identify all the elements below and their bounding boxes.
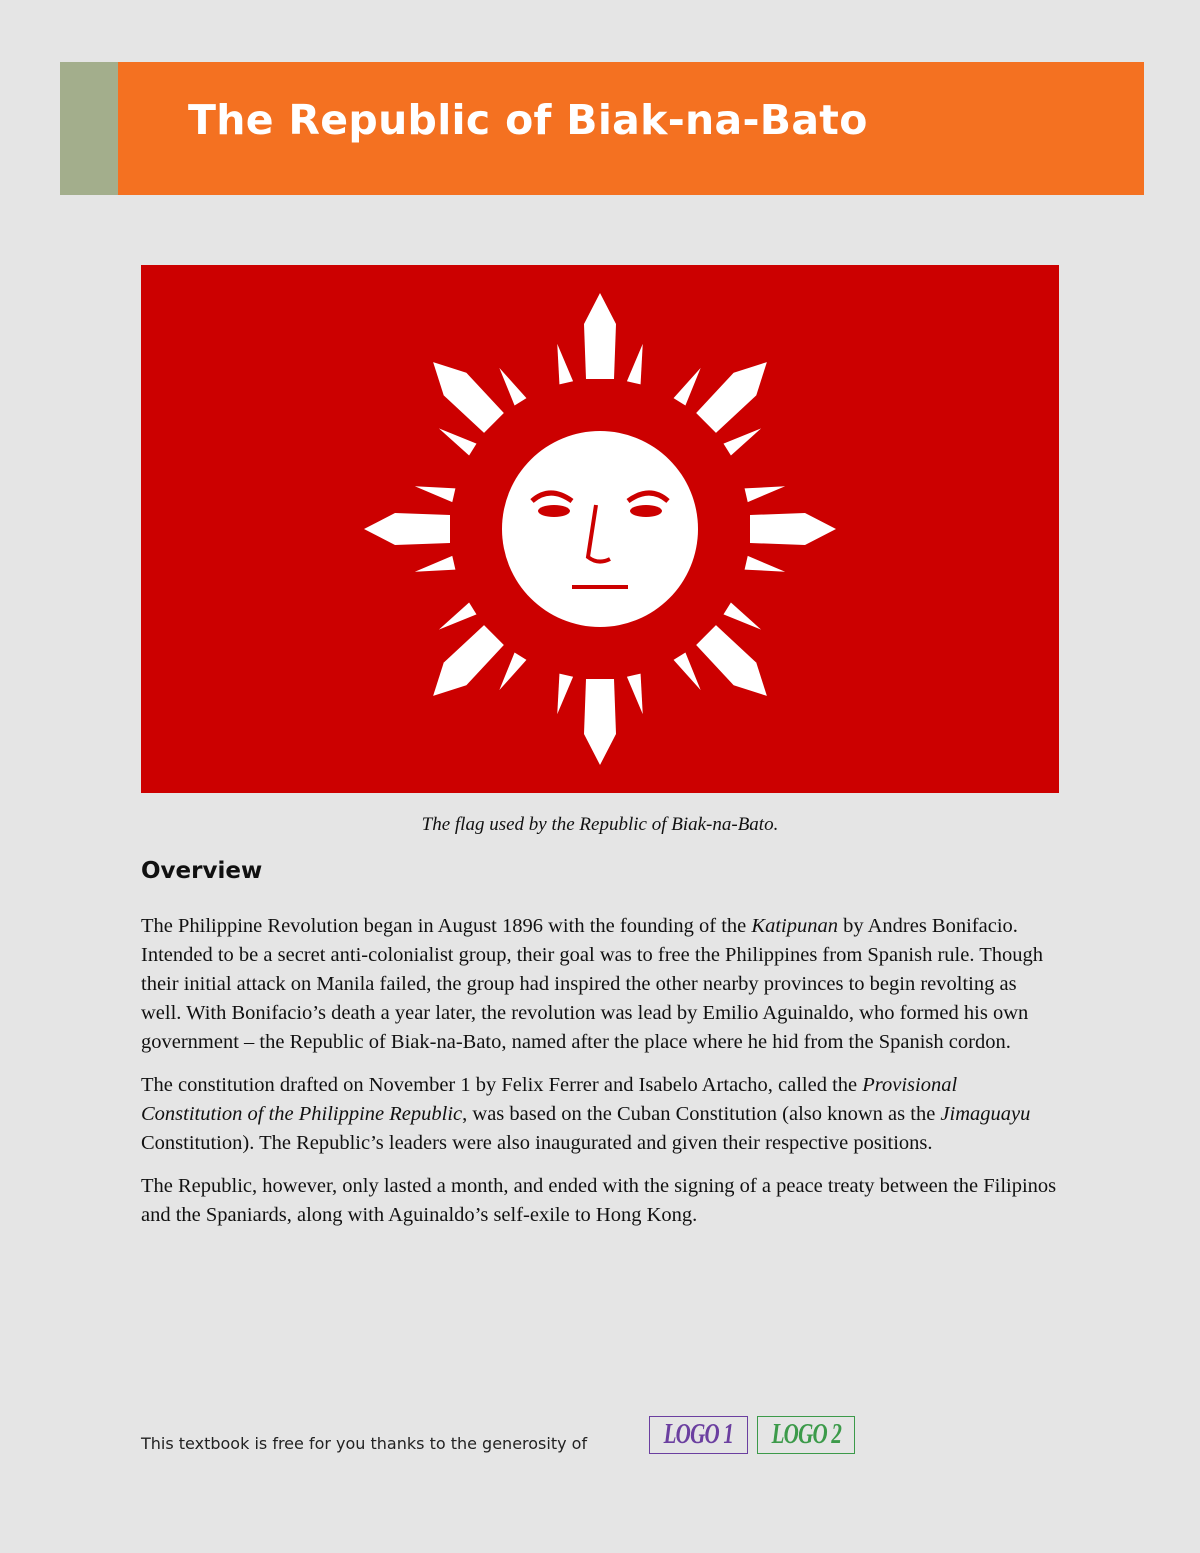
- sponsor-logo-1-label: LOGO 1: [663, 1419, 734, 1450]
- sponsor-logo-2[interactable]: [757, 1416, 855, 1454]
- paragraph-3: The Republic, however, only lasted a month, and ended with the signing of a peace treaty between the Filipinos and the Spaniards, along with Aguinaldo’s self-exile to Hong Kong.: [141, 1175, 1057, 1226]
- paragraph-2: The constitution drafted on November 1 by Felix Ferrer and Isabelo Artacho, called the Provisional Constitution of the Philippine Republic, was based on the Cuban Constitution (also known as the Jimaguayu Constitution). The Republic’s leaders were also inaugurated and given their respective positions.: [141, 1074, 1031, 1154]
- paragraph-1: The Philippine Revolution began in August 1896 with the founding of the Katipunan by Andres Bonifacio. Intended to be a secret anti-colonialist group, their goal was to free the Philippines from Spanish rule. Though their initial attack on Manila failed, the group had inspired the other nearby provinces to begin revolting as well. With Bonifacio’s death a year later, the revolution was lead by Emilio Aguinaldo, who formed his own government – the Republic of Biak-na-Bato, named after the place where he hid from the Spanish cordon.: [141, 915, 1043, 1053]
- sun-with-face-icon: [141, 265, 1059, 793]
- body-text: [141, 912, 1061, 1244]
- header-accent-bar: [60, 62, 118, 195]
- page-title: The Republic of Biak-na-Bato: [188, 96, 868, 144]
- sun-face-left-eye: [538, 505, 570, 517]
- flag-image: [141, 265, 1059, 793]
- sun-face-right-eye: [630, 505, 662, 517]
- sun-disc: [502, 431, 698, 627]
- figure-caption: The flag used by the Republic of Biak-na-Bato.: [421, 814, 779, 835]
- section-heading-overview: Overview: [141, 858, 263, 884]
- sponsor-logo-1[interactable]: [649, 1416, 748, 1454]
- sponsor-logo-2-label: LOGO 2: [771, 1419, 841, 1450]
- sun-emblem: [364, 293, 836, 765]
- footer-text: This textbook is free for you thanks to the generosity of: [141, 1434, 588, 1453]
